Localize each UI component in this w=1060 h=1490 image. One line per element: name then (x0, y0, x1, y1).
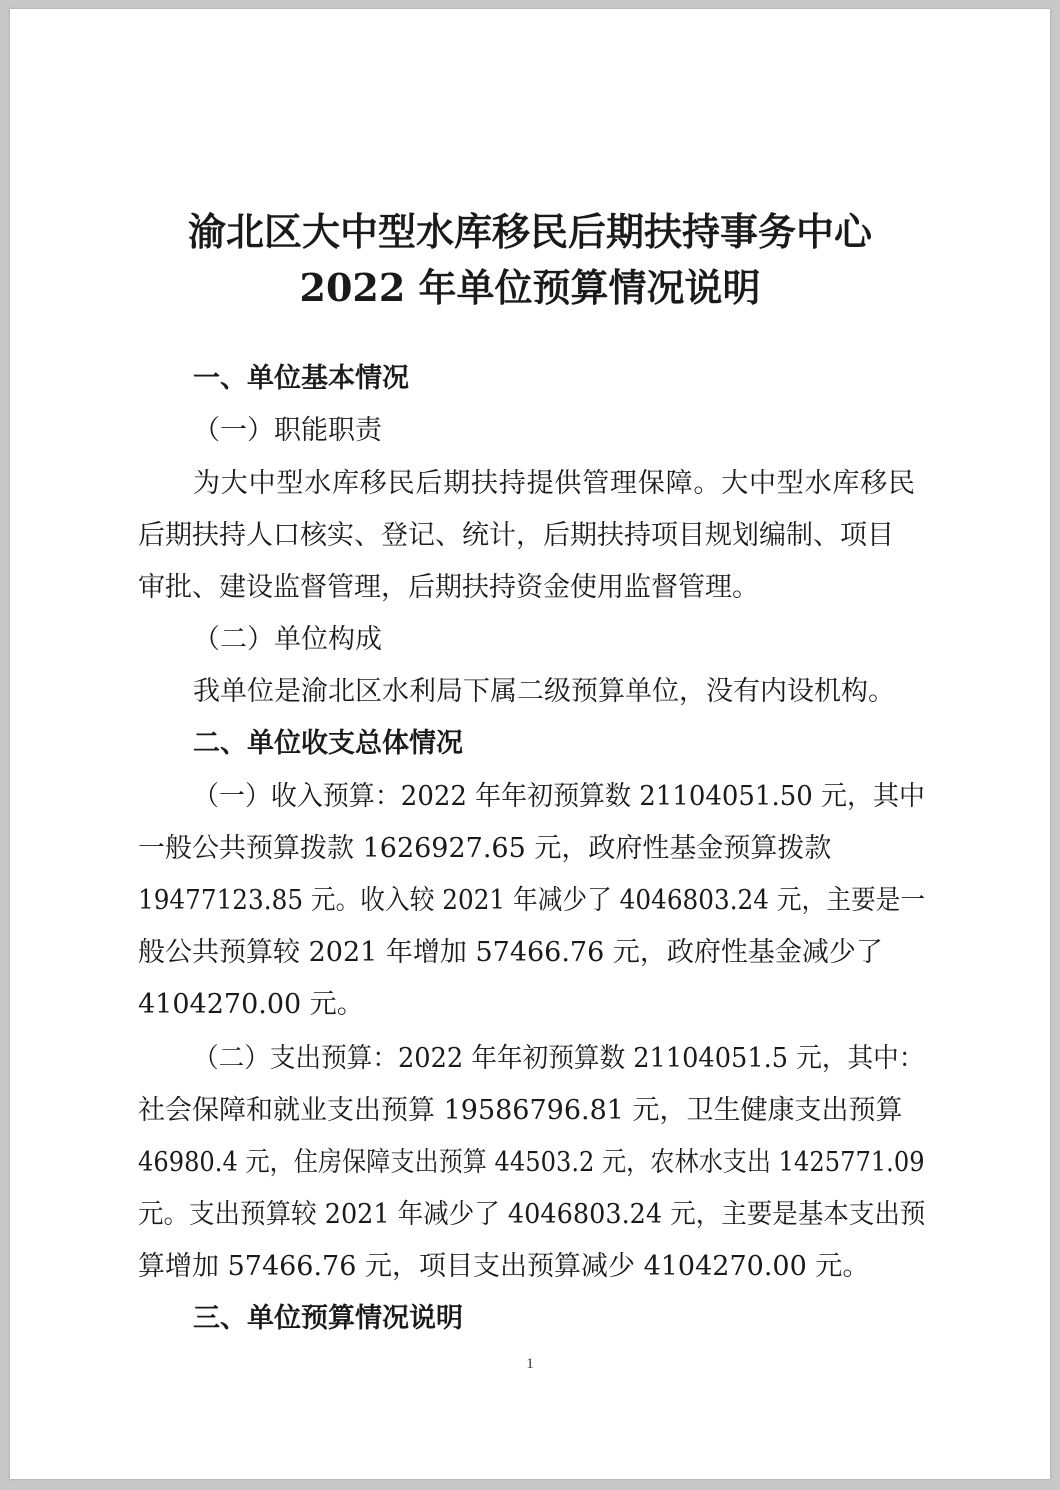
paragraph-line: （一）收入预算：2022 年年初预算数 21104051.50 元，其中 (193, 781, 925, 812)
paragraph-line: 4104270.00 元。 (138, 989, 364, 1020)
paragraph-line: 一般公共预算拨款 1626927.65 元，政府性基金预算拨款 (138, 833, 832, 864)
paragraph-line: 19477123.85 元。收入较 2021 年减少了 4046803.24 元，主要是一 (138, 885, 926, 916)
subsection-heading-1-1: （一）职能职责 (193, 415, 382, 446)
document-page (10, 9, 1050, 1479)
paragraph-line: 为大中型水库移民后期扶持提供管理保障。大中型水库移民 (193, 468, 915, 499)
paragraph-line: 审批、建设监督管理，后期扶持资金使用监督管理。 (138, 572, 759, 603)
document-title-line-1: 渝北区大中型水库移民后期扶持事务中心 (187, 209, 872, 254)
paragraph-line: 社会保障和就业支出预算 19586796.81 元，卫生健康支出预算 (138, 1095, 903, 1126)
paragraph-line: 后期扶持人口核实、登记、统计，后期扶持项目规划编制、项目 (138, 520, 894, 551)
section-heading-1: 一、单位基本情况 (193, 363, 409, 394)
paragraph-line: 般公共预算较 2021 年增加 57466.76 元，政府性基金减少了 (138, 937, 883, 968)
page-number: 1 (526, 1356, 534, 1372)
paragraph-line: 我单位是渝北区水利局下属二级预算单位，没有内设机构。 (193, 676, 895, 707)
paragraph-line: 元。支出预算较 2021 年减少了 4046803.24 元，主要是基本支出预 (138, 1199, 926, 1230)
document-title-line-2: 2022 年单位预算情况说明 (299, 265, 761, 310)
paragraph-line: 算增加 57466.76 元，项目支出预算减少 4104270.00 元。 (138, 1251, 870, 1282)
subsection-heading-1-2: （二）单位构成 (193, 624, 382, 655)
section-heading-2: 二、单位收支总体情况 (193, 728, 463, 759)
section-heading-3: 三、单位预算情况说明 (193, 1303, 463, 1334)
paragraph-line: 46980.4 元，住房保障支出预算 44503.2 元，农林水支出 1425771.09 (138, 1147, 925, 1178)
paragraph-line: （二）支出预算：2022 年年初预算数 21104051.5 元，其中： (193, 1043, 925, 1074)
